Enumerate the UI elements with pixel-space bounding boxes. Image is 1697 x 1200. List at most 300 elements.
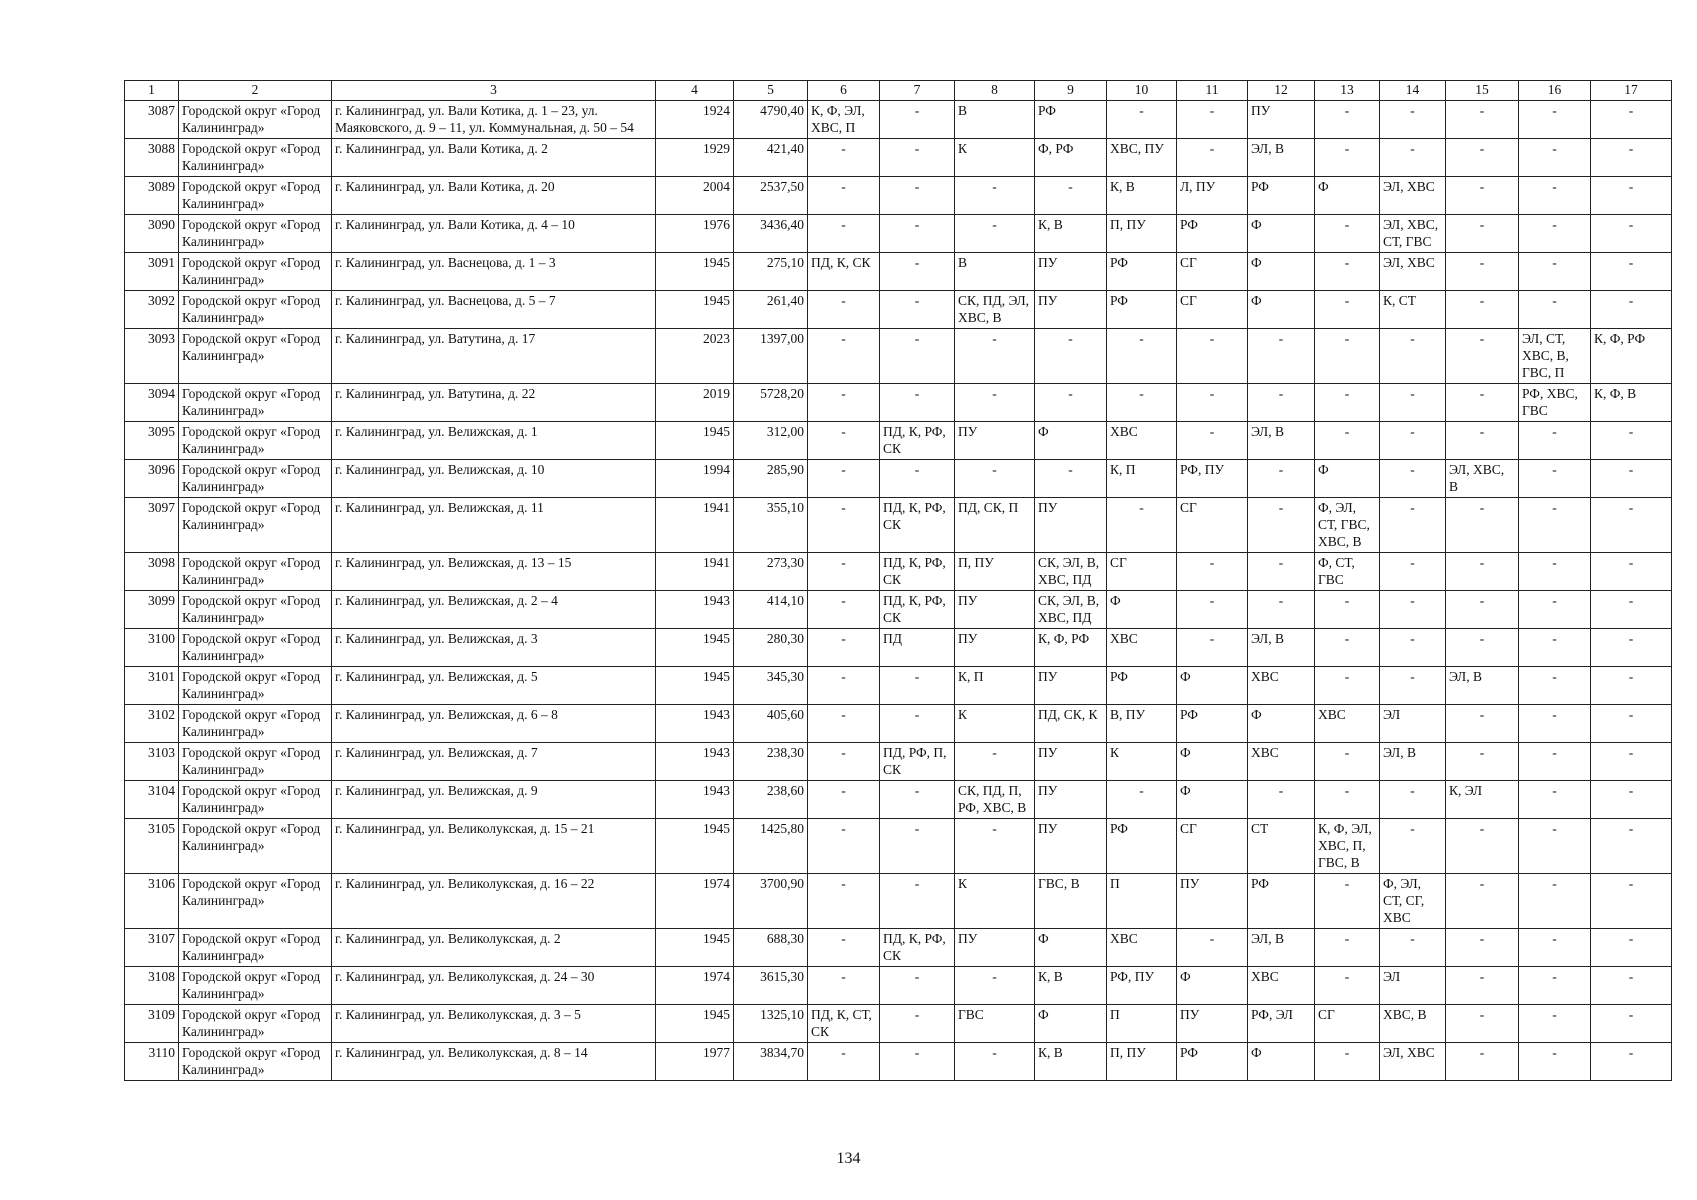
- table-cell-col-4: 1976: [656, 215, 734, 253]
- table-cell-col-17: -: [1591, 253, 1672, 291]
- table-cell-col-11: СГ: [1177, 498, 1248, 553]
- table-cell-col-17: -: [1591, 929, 1672, 967]
- table-cell-col-3: г. Калининград, ул. Велижская, д. 11: [332, 498, 656, 553]
- column-header-4: 4: [656, 81, 734, 101]
- table-cell-col-17: К, Ф, РФ: [1591, 329, 1672, 384]
- table-cell-col-5: 5728,20: [734, 384, 808, 422]
- table-row: [125, 1005, 1672, 1043]
- table-cell-col-5: 2537,50: [734, 177, 808, 215]
- table-cell-col-7: -: [880, 874, 955, 929]
- table-cell-col-2: Городской округ «Город Калининград»: [179, 460, 332, 498]
- table-cell-col-11: РФ, ПУ: [1177, 460, 1248, 498]
- table-cell-col-11: -: [1177, 139, 1248, 177]
- table-cell-col-11: РФ: [1177, 215, 1248, 253]
- table-cell-col-3: г. Калининград, ул. Велижская, д. 1: [332, 422, 656, 460]
- table-cell-col-14: -: [1380, 329, 1446, 384]
- table-cell-col-2: Городской округ «Город Калининград»: [179, 215, 332, 253]
- table-cell-col-6: -: [808, 743, 880, 781]
- table-cell-col-3: г. Калининград, ул. Велижская, д. 6 – 8: [332, 705, 656, 743]
- table-cell-col-10: РФ: [1107, 819, 1177, 874]
- table-cell-col-17: -: [1591, 460, 1672, 498]
- table-cell-col-8: К: [955, 139, 1035, 177]
- table-cell-col-9: ПУ: [1035, 819, 1107, 874]
- table-cell-col-16: -: [1519, 139, 1591, 177]
- table-cell-col-4: 2004: [656, 177, 734, 215]
- table-cell-col-1: 3107: [125, 929, 179, 967]
- column-header-13: 13: [1315, 81, 1380, 101]
- table-cell-col-16: -: [1519, 553, 1591, 591]
- table-cell-col-16: -: [1519, 743, 1591, 781]
- table-cell-col-15: -: [1446, 253, 1519, 291]
- table-cell-col-11: ПУ: [1177, 1005, 1248, 1043]
- table-row: [125, 705, 1672, 743]
- table-cell-col-10: -: [1107, 498, 1177, 553]
- table-cell-col-12: ЭЛ, В: [1248, 929, 1315, 967]
- table-row: [125, 967, 1672, 1005]
- table-cell-col-5: 345,30: [734, 667, 808, 705]
- table-cell-col-4: 1929: [656, 139, 734, 177]
- table-cell-col-6: -: [808, 422, 880, 460]
- table-header-row: [125, 81, 1672, 101]
- table-cell-col-13: -: [1315, 629, 1380, 667]
- column-header-15: 15: [1446, 81, 1519, 101]
- table-cell-col-9: ПУ: [1035, 743, 1107, 781]
- table-cell-col-4: 1941: [656, 498, 734, 553]
- table-cell-col-3: г. Калининград, ул. Великолукская, д. 15 – 21: [332, 819, 656, 874]
- table-cell-col-17: -: [1591, 1043, 1672, 1081]
- table-cell-col-10: П: [1107, 874, 1177, 929]
- table-cell-col-14: -: [1380, 591, 1446, 629]
- table-cell-col-16: -: [1519, 629, 1591, 667]
- table-cell-col-12: РФ: [1248, 874, 1315, 929]
- table-cell-col-1: 3104: [125, 781, 179, 819]
- table-cell-col-15: -: [1446, 422, 1519, 460]
- table-cell-col-13: -: [1315, 874, 1380, 929]
- table-row: [125, 139, 1672, 177]
- table-cell-col-3: г. Калининград, ул. Велижская, д. 9: [332, 781, 656, 819]
- table-cell-col-2: Городской округ «Город Калининград»: [179, 929, 332, 967]
- table-row: [125, 384, 1672, 422]
- table-cell-col-2: Городской округ «Город Калининград»: [179, 629, 332, 667]
- table-cell-col-5: 405,60: [734, 705, 808, 743]
- table-cell-col-4: 1945: [656, 253, 734, 291]
- table-cell-col-7: ПД, К, РФ, СК: [880, 591, 955, 629]
- column-header-1: 1: [125, 81, 179, 101]
- table-cell-col-15: ЭЛ, ХВС, В: [1446, 460, 1519, 498]
- table-cell-col-2: Городской округ «Город Калининград»: [179, 874, 332, 929]
- table-cell-col-1: 3110: [125, 1043, 179, 1081]
- table-cell-col-13: Ф, ЭЛ, СТ, ГВС, ХВС, В: [1315, 498, 1380, 553]
- table-cell-col-6: -: [808, 291, 880, 329]
- table-cell-col-2: Городской округ «Город Калининград»: [179, 591, 332, 629]
- table-cell-col-5: 273,30: [734, 553, 808, 591]
- table-cell-col-9: ГВС, В: [1035, 874, 1107, 929]
- table-cell-col-1: 3096: [125, 460, 179, 498]
- table-cell-col-15: -: [1446, 498, 1519, 553]
- table-cell-col-17: -: [1591, 101, 1672, 139]
- table-cell-col-16: -: [1519, 591, 1591, 629]
- table-cell-col-15: -: [1446, 967, 1519, 1005]
- table-cell-col-10: -: [1107, 384, 1177, 422]
- column-header-8: 8: [955, 81, 1035, 101]
- table-cell-col-5: 688,30: [734, 929, 808, 967]
- table-cell-col-1: 3100: [125, 629, 179, 667]
- table-cell-col-1: 3092: [125, 291, 179, 329]
- table-cell-col-1: 3094: [125, 384, 179, 422]
- table-cell-col-5: 3700,90: [734, 874, 808, 929]
- table-cell-col-5: 355,10: [734, 498, 808, 553]
- table-cell-col-14: -: [1380, 929, 1446, 967]
- column-header-7: 7: [880, 81, 955, 101]
- table-cell-col-3: г. Калининград, ул. Вали Котика, д. 1 – 23, ул. Маяковского, д. 9 – 11, ул. Коммунальная, д. 50 – 54: [332, 101, 656, 139]
- table-cell-col-5: 275,10: [734, 253, 808, 291]
- table-cell-col-3: г. Калининград, ул. Велижская, д. 7: [332, 743, 656, 781]
- table-cell-col-1: 3108: [125, 967, 179, 1005]
- table-cell-col-4: 1943: [656, 705, 734, 743]
- table-cell-col-2: Городской округ «Город Калининград»: [179, 498, 332, 553]
- table-cell-col-13: -: [1315, 1043, 1380, 1081]
- column-header-11: 11: [1177, 81, 1248, 101]
- table-cell-col-7: -: [880, 781, 955, 819]
- table-row: [125, 101, 1672, 139]
- table-cell-col-13: -: [1315, 139, 1380, 177]
- table-cell-col-6: -: [808, 460, 880, 498]
- table-cell-col-6: -: [808, 553, 880, 591]
- table-cell-col-1: 3103: [125, 743, 179, 781]
- table-cell-col-10: П, ПУ: [1107, 1043, 1177, 1081]
- table-cell-col-6: -: [808, 929, 880, 967]
- table-cell-col-6: -: [808, 819, 880, 874]
- column-header-10: 10: [1107, 81, 1177, 101]
- table-cell-col-1: 3105: [125, 819, 179, 874]
- table-cell-col-14: -: [1380, 629, 1446, 667]
- table-cell-col-12: РФ, ЭЛ: [1248, 1005, 1315, 1043]
- data-table: [124, 80, 1672, 1081]
- table-cell-col-7: -: [880, 139, 955, 177]
- table-cell-col-12: -: [1248, 460, 1315, 498]
- table-cell-col-3: г. Калининград, ул. Вали Котика, д. 4 – 10: [332, 215, 656, 253]
- table-cell-col-11: -: [1177, 553, 1248, 591]
- table-cell-col-11: -: [1177, 329, 1248, 384]
- table-cell-col-8: К: [955, 705, 1035, 743]
- table-cell-col-11: -: [1177, 422, 1248, 460]
- table-cell-col-13: -: [1315, 253, 1380, 291]
- table-cell-col-11: ПУ: [1177, 874, 1248, 929]
- table-cell-col-12: ЭЛ, В: [1248, 422, 1315, 460]
- table-cell-col-17: -: [1591, 215, 1672, 253]
- table-cell-col-6: -: [808, 1043, 880, 1081]
- table-cell-col-14: ХВС, В: [1380, 1005, 1446, 1043]
- table-cell-col-14: ЭЛ, ХВС: [1380, 1043, 1446, 1081]
- table-cell-col-4: 1945: [656, 667, 734, 705]
- table-cell-col-13: Ф, СТ, ГВС: [1315, 553, 1380, 591]
- table-cell-col-7: -: [880, 667, 955, 705]
- table-cell-col-1: 3095: [125, 422, 179, 460]
- table-cell-col-5: 280,30: [734, 629, 808, 667]
- table-cell-col-2: Городской округ «Город Калининград»: [179, 705, 332, 743]
- table-cell-col-17: -: [1591, 553, 1672, 591]
- table-cell-col-8: СК, ПД, ЭЛ, ХВС, В: [955, 291, 1035, 329]
- table-row: [125, 743, 1672, 781]
- table-cell-col-17: -: [1591, 705, 1672, 743]
- table-cell-col-4: 1974: [656, 874, 734, 929]
- table-cell-col-7: -: [880, 329, 955, 384]
- table-cell-col-13: -: [1315, 967, 1380, 1005]
- table-cell-col-6: -: [808, 591, 880, 629]
- table-cell-col-13: -: [1315, 215, 1380, 253]
- table-cell-col-5: 285,90: [734, 460, 808, 498]
- table-cell-col-14: -: [1380, 139, 1446, 177]
- table-cell-col-10: ХВС: [1107, 929, 1177, 967]
- table-cell-col-15: -: [1446, 819, 1519, 874]
- table-cell-col-4: 2023: [656, 329, 734, 384]
- table-cell-col-4: 1945: [656, 291, 734, 329]
- table-cell-col-7: -: [880, 967, 955, 1005]
- table-cell-col-7: -: [880, 253, 955, 291]
- table-cell-col-2: Городской округ «Город Калининград»: [179, 384, 332, 422]
- table-cell-col-2: Городской округ «Город Калининград»: [179, 819, 332, 874]
- table-cell-col-16: -: [1519, 498, 1591, 553]
- table-cell-col-14: -: [1380, 460, 1446, 498]
- table-cell-col-1: 3102: [125, 705, 179, 743]
- table-cell-col-17: -: [1591, 177, 1672, 215]
- table-cell-col-15: -: [1446, 929, 1519, 967]
- table-cell-col-9: ПУ: [1035, 253, 1107, 291]
- table-cell-col-6: ПД, К, СК: [808, 253, 880, 291]
- table-cell-col-10: Ф: [1107, 591, 1177, 629]
- table-cell-col-16: -: [1519, 874, 1591, 929]
- table-cell-col-2: Городской округ «Город Калининград»: [179, 177, 332, 215]
- table-cell-col-11: СГ: [1177, 253, 1248, 291]
- table-cell-col-13: СГ: [1315, 1005, 1380, 1043]
- table-cell-col-6: -: [808, 967, 880, 1005]
- table-cell-col-3: г. Калининград, ул. Великолукская, д. 2: [332, 929, 656, 967]
- table-cell-col-11: Ф: [1177, 667, 1248, 705]
- table-cell-col-17: -: [1591, 422, 1672, 460]
- table-cell-col-3: г. Калининград, ул. Ватутина, д. 17: [332, 329, 656, 384]
- table-cell-col-16: -: [1519, 667, 1591, 705]
- table-cell-col-12: Ф: [1248, 1043, 1315, 1081]
- table-cell-col-9: ПУ: [1035, 781, 1107, 819]
- table-cell-col-13: -: [1315, 291, 1380, 329]
- table-row: [125, 874, 1672, 929]
- table-cell-col-15: -: [1446, 329, 1519, 384]
- table-cell-col-3: г. Калининград, ул. Велижская, д. 3: [332, 629, 656, 667]
- table-cell-col-13: -: [1315, 929, 1380, 967]
- table-cell-col-14: -: [1380, 553, 1446, 591]
- table-cell-col-7: -: [880, 101, 955, 139]
- table-row: [125, 929, 1672, 967]
- table-cell-col-15: К, ЭЛ: [1446, 781, 1519, 819]
- table-cell-col-2: Городской округ «Город Калининград»: [179, 781, 332, 819]
- table-cell-col-12: -: [1248, 329, 1315, 384]
- table-cell-col-16: -: [1519, 101, 1591, 139]
- table-cell-col-4: 2019: [656, 384, 734, 422]
- table-cell-col-13: Ф: [1315, 177, 1380, 215]
- table-cell-col-4: 1977: [656, 1043, 734, 1081]
- table-cell-col-7: ПД, К, РФ, СК: [880, 929, 955, 967]
- table-row: [125, 667, 1672, 705]
- table-cell-col-8: -: [955, 460, 1035, 498]
- table-row: [125, 781, 1672, 819]
- table-cell-col-16: -: [1519, 781, 1591, 819]
- table-cell-col-8: -: [955, 743, 1035, 781]
- table-cell-col-7: ПД, К, РФ, СК: [880, 498, 955, 553]
- table-cell-col-2: Городской округ «Город Калининград»: [179, 422, 332, 460]
- table-cell-col-17: -: [1591, 819, 1672, 874]
- table-cell-col-13: -: [1315, 591, 1380, 629]
- table-cell-col-11: -: [1177, 591, 1248, 629]
- table-cell-col-9: Ф, РФ: [1035, 139, 1107, 177]
- table-cell-col-17: -: [1591, 781, 1672, 819]
- table-cell-col-1: 3089: [125, 177, 179, 215]
- table-cell-col-13: -: [1315, 667, 1380, 705]
- table-cell-col-10: ХВС: [1107, 422, 1177, 460]
- table-cell-col-17: -: [1591, 743, 1672, 781]
- table-cell-col-11: -: [1177, 384, 1248, 422]
- table-cell-col-17: -: [1591, 967, 1672, 1005]
- table-cell-col-6: -: [808, 177, 880, 215]
- table-cell-col-3: г. Калининград, ул. Ватутина, д. 22: [332, 384, 656, 422]
- table-cell-col-9: Ф: [1035, 929, 1107, 967]
- table-cell-col-3: г. Калининград, ул. Великолукская, д. 16 – 22: [332, 874, 656, 929]
- table-row: [125, 553, 1672, 591]
- table-cell-col-15: -: [1446, 1043, 1519, 1081]
- table-cell-col-6: -: [808, 667, 880, 705]
- table-cell-col-16: -: [1519, 291, 1591, 329]
- table-cell-col-15: -: [1446, 384, 1519, 422]
- table-cell-col-14: ЭЛ, В: [1380, 743, 1446, 781]
- table-cell-col-7: -: [880, 291, 955, 329]
- table-cell-col-7: -: [880, 1005, 955, 1043]
- table-cell-col-17: К, Ф, В: [1591, 384, 1672, 422]
- table-cell-col-8: -: [955, 819, 1035, 874]
- table-cell-col-5: 4790,40: [734, 101, 808, 139]
- table-cell-col-3: г. Калининград, ул. Велижская, д. 5: [332, 667, 656, 705]
- table-cell-col-8: В: [955, 101, 1035, 139]
- table-cell-col-8: СК, ПД, П, РФ, ХВС, В: [955, 781, 1035, 819]
- table-cell-col-8: ПУ: [955, 629, 1035, 667]
- table-cell-col-13: Ф: [1315, 460, 1380, 498]
- table-row: [125, 253, 1672, 291]
- table-cell-col-8: -: [955, 384, 1035, 422]
- table-cell-col-6: К, Ф, ЭЛ, ХВС, П: [808, 101, 880, 139]
- table-cell-col-10: РФ: [1107, 667, 1177, 705]
- table-cell-col-5: 1397,00: [734, 329, 808, 384]
- table-cell-col-11: -: [1177, 101, 1248, 139]
- table-cell-col-1: 3106: [125, 874, 179, 929]
- table-cell-col-5: 1325,10: [734, 1005, 808, 1043]
- table-cell-col-12: Ф: [1248, 705, 1315, 743]
- table-cell-col-12: ПУ: [1248, 101, 1315, 139]
- table-cell-col-7: -: [880, 215, 955, 253]
- table-cell-col-1: 3099: [125, 591, 179, 629]
- table-cell-col-2: Городской округ «Город Калининград»: [179, 743, 332, 781]
- table-cell-col-12: ХВС: [1248, 667, 1315, 705]
- table-cell-col-1: 3098: [125, 553, 179, 591]
- table-cell-col-4: 1945: [656, 422, 734, 460]
- table-cell-col-6: -: [808, 329, 880, 384]
- table-cell-col-10: -: [1107, 781, 1177, 819]
- table-cell-col-14: К, СТ: [1380, 291, 1446, 329]
- table-cell-col-8: -: [955, 967, 1035, 1005]
- column-header-3: 3: [332, 81, 656, 101]
- table-cell-col-14: -: [1380, 101, 1446, 139]
- table-cell-col-9: -: [1035, 177, 1107, 215]
- table-cell-col-6: ПД, К, СТ, СК: [808, 1005, 880, 1043]
- table-cell-col-7: -: [880, 819, 955, 874]
- table-cell-col-6: -: [808, 705, 880, 743]
- table-cell-col-7: -: [880, 705, 955, 743]
- table-cell-col-16: -: [1519, 967, 1591, 1005]
- table-cell-col-4: 1974: [656, 967, 734, 1005]
- table-cell-col-15: -: [1446, 629, 1519, 667]
- table-cell-col-11: СГ: [1177, 819, 1248, 874]
- table-cell-col-14: ЭЛ, ХВС: [1380, 253, 1446, 291]
- table-cell-col-16: -: [1519, 215, 1591, 253]
- table-cell-col-16: -: [1519, 705, 1591, 743]
- table-cell-col-9: -: [1035, 329, 1107, 384]
- table-cell-col-10: ХВС: [1107, 629, 1177, 667]
- table-cell-col-5: 421,40: [734, 139, 808, 177]
- table-cell-col-4: 1945: [656, 1005, 734, 1043]
- table-cell-col-8: ПД, СК, П: [955, 498, 1035, 553]
- table-cell-col-8: К: [955, 874, 1035, 929]
- table-body: [125, 101, 1672, 1081]
- table-cell-col-15: -: [1446, 101, 1519, 139]
- table-cell-col-14: ЭЛ: [1380, 705, 1446, 743]
- table-cell-col-14: -: [1380, 422, 1446, 460]
- table-row: [125, 460, 1672, 498]
- table-cell-col-11: Л, ПУ: [1177, 177, 1248, 215]
- column-header-12: 12: [1248, 81, 1315, 101]
- table-cell-col-7: ПД, К, РФ, СК: [880, 422, 955, 460]
- table-cell-col-7: ПД, К, РФ, СК: [880, 553, 955, 591]
- table-cell-col-16: -: [1519, 460, 1591, 498]
- table-cell-col-6: -: [808, 384, 880, 422]
- table-cell-col-1: 3093: [125, 329, 179, 384]
- table-cell-col-4: 1943: [656, 743, 734, 781]
- table-cell-col-13: -: [1315, 422, 1380, 460]
- table-cell-col-4: 1945: [656, 819, 734, 874]
- table-cell-col-3: г. Калининград, ул. Великолукская, д. 3 – 5: [332, 1005, 656, 1043]
- table-cell-col-5: 3615,30: [734, 967, 808, 1005]
- table-cell-col-17: -: [1591, 139, 1672, 177]
- table-cell-col-5: 238,30: [734, 743, 808, 781]
- table-cell-col-11: -: [1177, 929, 1248, 967]
- table-row: [125, 591, 1672, 629]
- table-row: [125, 215, 1672, 253]
- table-cell-col-9: К, В: [1035, 967, 1107, 1005]
- table-cell-col-17: -: [1591, 629, 1672, 667]
- page-number: 134: [836, 1150, 861, 1167]
- table-cell-col-9: К, В: [1035, 1043, 1107, 1081]
- table-cell-col-17: -: [1591, 291, 1672, 329]
- table-cell-col-12: -: [1248, 498, 1315, 553]
- table-cell-col-8: ПУ: [955, 929, 1035, 967]
- table-cell-col-4: 1945: [656, 629, 734, 667]
- table-cell-col-11: Ф: [1177, 781, 1248, 819]
- table-cell-col-4: 1943: [656, 781, 734, 819]
- table-cell-col-9: Ф: [1035, 422, 1107, 460]
- table-cell-col-11: РФ: [1177, 1043, 1248, 1081]
- table-cell-col-13: -: [1315, 743, 1380, 781]
- table-cell-col-14: -: [1380, 819, 1446, 874]
- table-cell-col-6: -: [808, 629, 880, 667]
- table-cell-col-12: РФ: [1248, 177, 1315, 215]
- table-cell-col-3: г. Калининград, ул. Великолукская, д. 8 – 14: [332, 1043, 656, 1081]
- table-cell-col-11: РФ: [1177, 705, 1248, 743]
